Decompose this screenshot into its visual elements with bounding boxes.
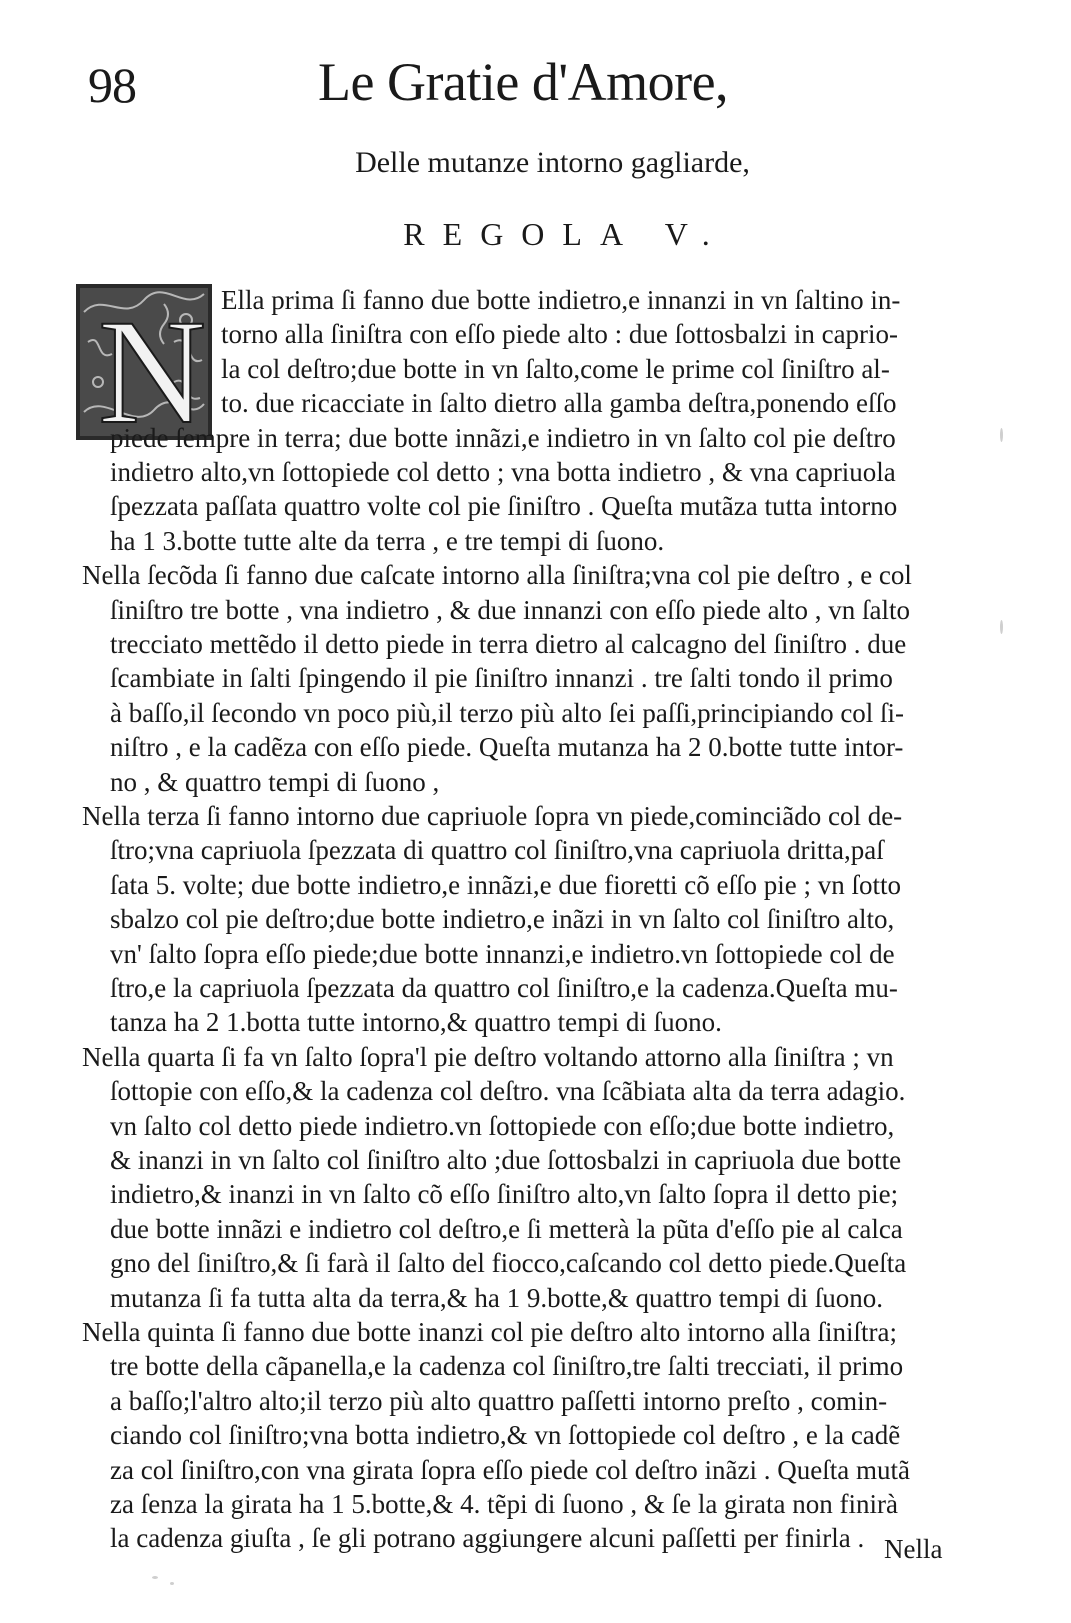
text-line: tre botte della cãpanella,e la cadenza col ſiniſtro,tre ſalti trecciati, il primo — [110, 1351, 904, 1382]
text-line: indietro,& inanzi in vn ſalto cõ eſſo ſiniſtro alto,vn ſalto ſopra il detto pie; — [110, 1179, 899, 1210]
text-line: ſcambiate in ſalti ſpingendo il pie ſiniſtro innanzi . tre ſalti tondo il primo — [110, 663, 893, 694]
text-line: to. due ricacciate in ſalto dietro alla gamba deſtra,ponendo eſſo — [221, 388, 897, 419]
text-line: mutanza ſi fa tutta alta da terra,& ha 1 9.botte,& quattro tempi di ſuono. — [110, 1282, 884, 1313]
text-line: ſpezzata paſſata quattro volte col pie ſiniſtro . Queſta mutãza tutta intorno — [110, 491, 898, 522]
text-line: ſata 5. volte; due botte indietro,e innãzi,e due fioretti cõ eſſo pie ; vn ſotto — [110, 869, 902, 900]
text-line: no , & quattro tempi di ſuono , — [110, 766, 440, 797]
text-line: gno del ſiniſtro,& ſi farà il ſalto del fiocco,caſcando col detto piede.Queſta — [110, 1248, 907, 1279]
text-line: Nella terza ſi fanno intorno due capriuole ſopra vn piede,cominciãdo col de- — [82, 801, 903, 831]
text-line: ſtro,e la capriuola ſpezzata da quattro col ſiniſtro,e la cadenza.Queſta mu- — [110, 973, 898, 1003]
text-line: Ella prima ſi fanno due botte indietro,e innanzi in vn ſaltino in- — [221, 285, 901, 315]
text-line: a baſſo;l'altro alto;il terzo più alto quattro paſſetti intorno preſto , comin- — [110, 1385, 888, 1416]
woodcut-initial-icon — [74, 282, 214, 442]
print-speck — [170, 1582, 174, 1585]
rule-title: REGOLA V. — [403, 216, 728, 252]
text-line: Nella quarta ſi fa vn ſalto ſopra'l pie deſtro voltando attorno alla ſiniſtra ; vn — [82, 1041, 894, 1072]
text-line: la cadenza giuſta , ſe gli potrano aggiungere alcuni paſſetti per finirla . — [110, 1523, 865, 1554]
running-title: Le Gratie d'Amore, — [318, 52, 729, 112]
print-speck — [1000, 620, 1003, 634]
text-line: piede ſempre in terra; due botte innãzi,e indietro in vn ſalto col pie deſtro — [110, 422, 896, 453]
print-speck — [152, 1576, 158, 1579]
catchword: Nella — [884, 1534, 943, 1564]
text-line: ſtro;vna capriuola ſpezzata di quattro col ſiniſtro,vna capriuola dritta,paſ — [110, 835, 884, 866]
text-line: ſottopie con eſſo,& la cadenza col deſtro. vna ſcãbiata alta da terra adagio. — [110, 1076, 906, 1107]
text-line: vn ſalto col detto piede indietro.vn ſottopiede con eſſo;due botte indietro, — [110, 1110, 895, 1141]
text-line: ha 1 3.botte tutte alte da terra , e tre tempi di ſuono. — [110, 525, 665, 556]
text-line: & inanzi in vn ſalto col ſiniſtro alto ;due ſottosbalzi in capriuola due botte — [110, 1145, 902, 1175]
text-line: za ſenza la girata ha 1 5.botte,& 4. tẽpi di ſuono , & ſe la girata non finirà — [110, 1489, 898, 1519]
text-line: Nella ſecõda ſi fanno due caſcate intorno alla ſiniſtra;vna col pie deſtro , e col — [82, 560, 912, 591]
text-line: torno alla ſiniſtra con eſſo piede alto : due ſottosbalzi in caprio- — [221, 319, 899, 350]
text-line: due botte innãzi e indietro col deſtro,e ſi metterà la pũta d'eſſo pie al calca — [110, 1213, 903, 1244]
text-line: à baſſo,il ſecondo vn poco più,il terzo più alto ſei paſſi,principiando col ſi- — [110, 697, 905, 728]
text-line: niſtro , e la cadẽza con eſſo piede. Queſta mutanza ha 2 0.botte tutte intor- — [110, 732, 904, 763]
text-line: indietro alto,vn ſottopiede col detto ; vna botta indietro , & vna capriuola — [110, 457, 896, 487]
section-heading: Delle mutanze intorno gagliarde, — [355, 146, 750, 179]
page-number: 98 — [88, 57, 136, 113]
text-line: la col deſtro;due botte in vn ſalto,come le prime col ſiniſtro al- — [221, 353, 890, 384]
text-line: vn' ſalto ſopra eſſo piede;due botte innanzi,e indietro.vn ſottopiede col de — [110, 938, 895, 969]
text-line: ciando col ſiniſtro;vna botta indietro,& vn ſottopiede col deſtro , e la cadẽ — [110, 1420, 901, 1451]
text-line: za col ſiniſtro,con vna girata ſopra eſſo piede col deſtro inãzi . Queſta mutã — [110, 1454, 910, 1485]
text-line: ſiniſtro tre botte , vna indietro , & due innanzi con eſſo piede alto , vn ſalto — [110, 594, 911, 625]
text-line: trecciato mettẽdo il detto piede in terra dietro al calcagno del ſiniſtro . due — [110, 629, 907, 659]
text-line: tanza ha 2 1.botta tutte intorno,& quattro tempi di ſuono. — [110, 1007, 722, 1038]
text-line: Nella quinta ſi fanno due botte inanzi col pie deſtro alto intorno alla ſiniſtra; — [82, 1317, 898, 1347]
text-line: sbalzo col pie deſtro;due botte indietro,e inãzi in vn ſalto col ſiniſtro alto, — [110, 904, 895, 935]
initial-letter: N — [98, 289, 207, 442]
decorated-initial-n — [74, 282, 214, 442]
print-speck — [1000, 428, 1003, 442]
